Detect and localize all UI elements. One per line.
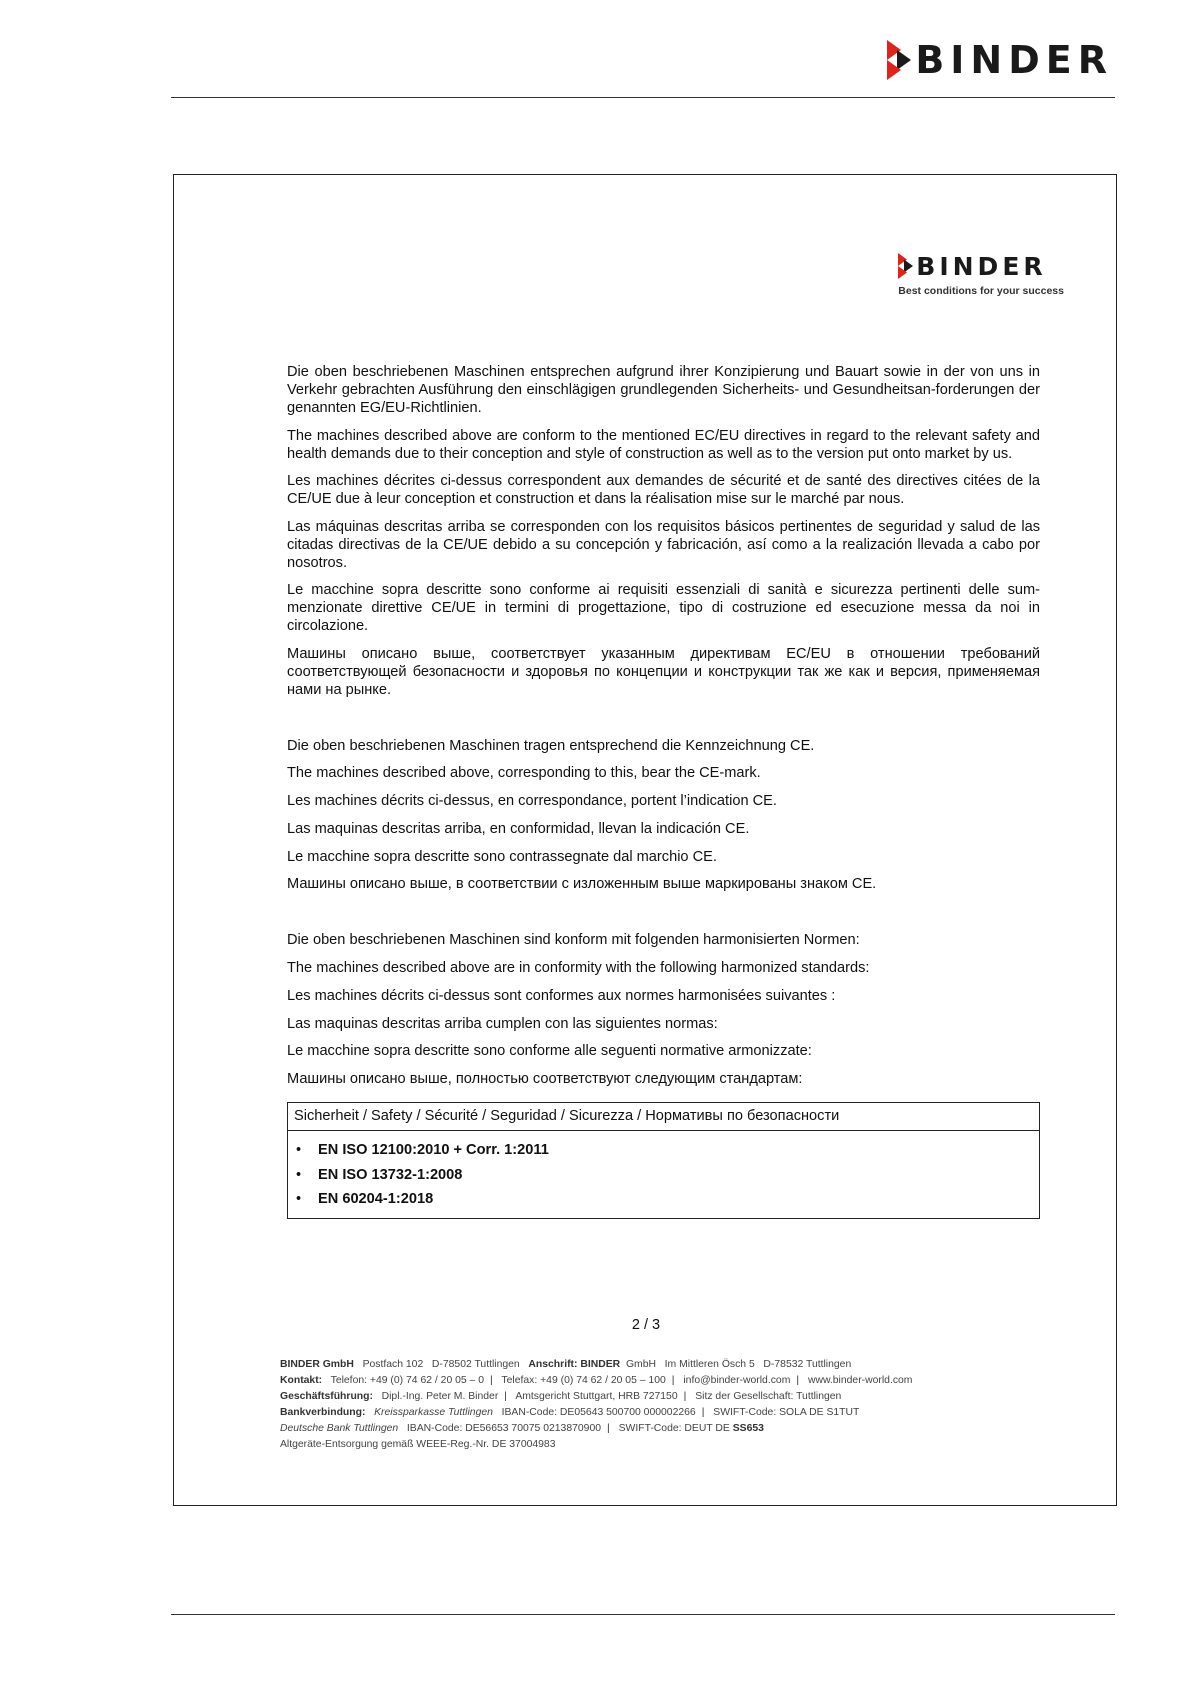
conformity-paragraph-fr: Les machines décrites ci-dessus correspondent aux demandes de sécurité et de santé des directives citées de la CE/UE due à leur conception et construction et dans la réalisation mise sur le marché par nous.	[287, 473, 1040, 507]
certificate-page	[173, 174, 1117, 1506]
footer-contact-label: Kontakt:	[280, 1375, 323, 1386]
conformity-paragraph-en: The machines described above are conform to the mentioned EC/EU directives in regard to the relevant safety and health demands due to their conception and style of construction as well as to the version put onto market by us.	[287, 427, 1040, 462]
footer-line-management: Geschäftsführung: Dipl.-Ing. Peter M. Binder | Amtsgericht Stuttgart, HRB 727150 | Sitz der Gesellschaft: Tuttlingen	[280, 1391, 842, 1402]
footer-phone: Telefon: +49 (0) 74 62 / 20 05 – 0	[330, 1375, 484, 1386]
footer-web[interactable]: www.binder-world.com	[807, 1375, 913, 1386]
standards-line-es: Las maquinas descritas arriba cumplen con las siguientes normas:	[287, 1015, 718, 1032]
footer-address-label: Anschrift: BINDER	[528, 1359, 621, 1370]
bullet-icon: •	[296, 1191, 302, 1208]
footer-bank1: Kreissparkasse Tuttlingen	[374, 1407, 493, 1418]
footer-bank-label: Bankverbindung:	[280, 1407, 366, 1418]
ce-mark-line-fr: Les machines décrits ci-dessus, en correspondance, portent l’indication CE.	[287, 793, 777, 810]
footer-bank2: Deutsche Bank Tuttlingen	[280, 1423, 399, 1434]
certificate-logo	[898, 253, 1064, 297]
footer-seat: Sitz der Gesellschaft: Tuttlingen	[695, 1391, 842, 1402]
footer-line-bank1: Bankverbindung: Kreissparkasse Tuttlingen IBAN-Code: DE05643 500700 000002266 | SWIFT-Code: SOLA DE S1TUT	[280, 1407, 860, 1418]
binder-logo-mark-icon	[898, 253, 916, 279]
ce-mark-line-de: Die oben beschriebenen Maschinen tragen entsprechend die Kennzeichnung CE.	[287, 737, 815, 754]
standards-section	[287, 927, 1040, 1094]
footer-line-address	[280, 1357, 912, 1373]
footer-bank2-swift-suffix: SS653	[732, 1423, 764, 1434]
list-item	[294, 1138, 1033, 1163]
header-logo	[887, 40, 1113, 80]
certificate-brand-name: BINDER	[916, 251, 1047, 281]
footer-court: Amtsgericht Stuttgart, HRB 727150	[515, 1391, 678, 1402]
standard-item: EN 60204-1:2018	[318, 1191, 434, 1208]
footer-bank1-iban: IBAN-Code: DE05643 500700 000002266	[501, 1407, 696, 1418]
conformity-paragraph-de: Die oben beschriebenen Maschinen entsprechen aufgrund ihrer Konzipierung und Bauart sowie in der von uns in Verkehr gebrachten Ausführung den einschlägigen grundlegenden Sicherheits- und Gesundheitsan-forderungen der genannten EG/EU-Richtlinien.	[287, 364, 1040, 416]
brand-tagline: Best conditions for your success	[898, 285, 1064, 297]
footer-divider	[171, 1614, 1115, 1615]
footer-email[interactable]: info@binder-world.com	[683, 1375, 791, 1386]
footer-bank2-swift: SWIFT-Code: DEUT DE	[618, 1423, 730, 1434]
standard-item: EN ISO 12100:2010 + Corr. 1:2011	[318, 1142, 549, 1159]
safety-standards-box	[287, 1102, 1040, 1219]
conformity-paragraph-it: Le macchine sopra descritte sono conforme ai requisiti essenziali di sanità e sicurezza pertinenti delle sum-menzionate direttive CE/UE in termini di progettazione, tipo di costruzione ed esecuzione messa da noi in circolazione.	[287, 582, 1040, 634]
bullet-icon: •	[296, 1166, 302, 1183]
company-footer	[280, 1357, 912, 1453]
list-item	[294, 1163, 1033, 1188]
ce-mark-line-it: Le macchine sopra descritte sono contrassegnate dal marchio CE.	[287, 848, 717, 865]
standards-line-ru: Машины описано выше, полностью соответствуют следующим стандартам:	[287, 1071, 803, 1088]
page-number: 2 / 3	[631, 1317, 661, 1333]
list-item	[294, 1187, 1033, 1212]
ce-mark-line-ru: Машины описано выше, в соответствии с изложенным выше маркированы знаком CE.	[287, 876, 877, 893]
standards-line-de: Die oben beschriebenen Maschinen sind konform mit folgenden harmonisierten Normen:	[287, 932, 860, 949]
footer-line-weee: Altgeräte-Entsorgung gemäß WEEE-Reg.-Nr. DE 37004983	[280, 1439, 556, 1450]
header-divider	[171, 97, 1115, 98]
conformity-paragraph-es: Las máquinas descritas arriba se corresponden con los requisitos básicos pertinentes de seguridad y salud de las citadas directivas de la CE/UE debido a su concepción y fabricación, así como a la realización llevada a cabo por nosotros.	[287, 518, 1040, 571]
footer-management: Dipl.-Ing. Peter M. Binder	[381, 1391, 499, 1402]
footer-postbox: Postfach 102	[362, 1359, 424, 1370]
footer-management-label: Geschäftsführung:	[280, 1391, 373, 1402]
ce-mark-line-en: The machines described above, corresponding to this, bear the CE-mark.	[287, 765, 761, 782]
footer-street: Im Mittleren Ösch 5	[664, 1359, 755, 1370]
footer-fax: Telefax: +49 (0) 74 62 / 20 05 – 100	[501, 1375, 666, 1386]
conformity-paragraph-ru: Машины описано выше, соответствует указанным директивам EC/EU в отношении требований соответствующей безопасности и здоровья по концепции и конструкции так же как и версия, применяемая нами на рынке.	[287, 645, 1040, 698]
standards-line-it: Le macchine sopra descritte sono conforme alle seguenti normative armonizzate:	[287, 1043, 812, 1060]
footer-company: BINDER GmbH	[280, 1359, 354, 1370]
footer-address-company: GmbH	[625, 1359, 656, 1370]
footer-line-bank2: Deutsche Bank Tuttlingen IBAN-Code: DE56653 70075 0213870900 | SWIFT-Code: DEUT DE SS653	[280, 1423, 764, 1434]
brand-name: BINDER	[915, 38, 1113, 82]
standard-item: EN ISO 13732-1:2008	[318, 1166, 463, 1183]
declaration-body	[287, 363, 1040, 1219]
footer-bank2-iban: IBAN-Code: DE56653 70075 0213870900	[406, 1423, 601, 1434]
safety-box-header: Sicherheit / Safety / Sécurité / Seguridad / Sicurezza / Нормативы по безопасности	[288, 1103, 1039, 1131]
standards-line-en: The machines described above are in conformity with the following harmonized standards:	[287, 960, 870, 977]
binder-logo-mark-icon	[887, 40, 915, 80]
bullet-icon: •	[296, 1142, 302, 1159]
footer-city: D-78532 Tuttlingen	[763, 1359, 852, 1370]
footer-post-city: D-78502 Tuttlingen	[431, 1359, 520, 1370]
ce-mark-section	[287, 733, 1040, 900]
ce-mark-line-es: Las maquinas descritas arriba, en conformidad, llevan la indicación CE.	[287, 820, 750, 837]
safety-standards-list	[288, 1131, 1039, 1218]
standards-line-fr: Les machines décrits ci-dessus sont conformes aux normes harmonisées suivantes :	[287, 987, 836, 1004]
footer-bank1-swift: SWIFT-Code: SOLA DE S1TUT	[713, 1407, 860, 1418]
footer-line-contact: Kontakt: Telefon: +49 (0) 74 62 / 20 05 – 0 | Telefax: +49 (0) 74 62 / 20 05 – 100 | info@binder-world.com | www.binder-world.com	[280, 1375, 913, 1386]
